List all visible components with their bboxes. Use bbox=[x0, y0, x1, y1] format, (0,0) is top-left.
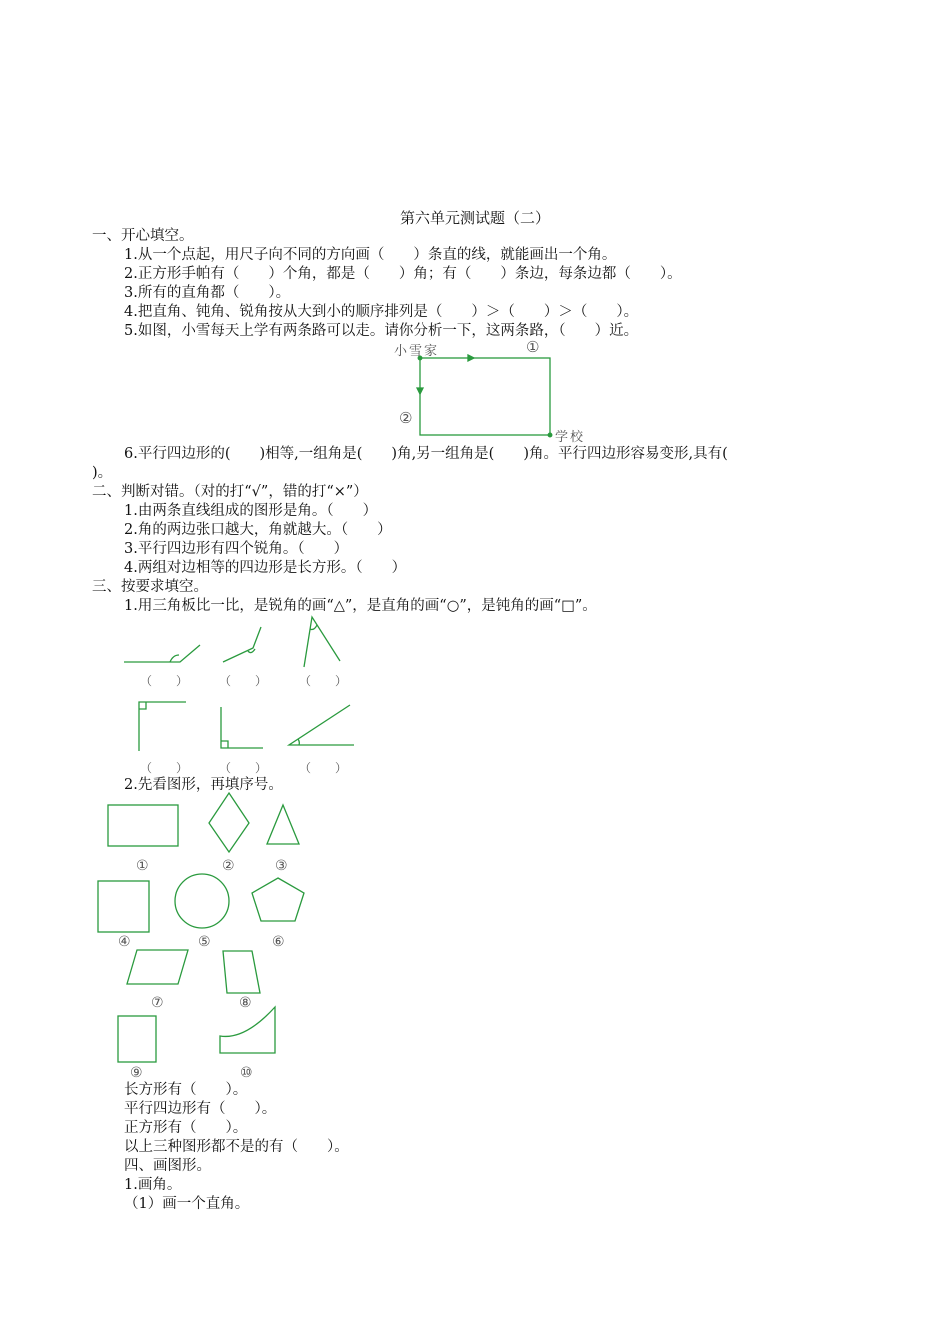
q1-3-text: 3.所有的直角都（ ）。 bbox=[124, 285, 291, 301]
q1-1-text: 1.从一个点起，用尺子向不同的方向画（ ）条直的线，就能画出一个角。 bbox=[124, 247, 617, 263]
angle-mark-5 bbox=[221, 741, 228, 748]
angle-mark-6 bbox=[298, 739, 299, 745]
q3-1-text: 1.用三角板比一比，是锐角的画“△”，是直角的画“○”，是钝角的画“□”。 bbox=[124, 598, 597, 614]
angles-row2 bbox=[118, 695, 368, 755]
q1-6-text: 6.平行四边形的( )相等,一组角是( )角,另一组角是( )角。平行四边形容易变形,具有( bbox=[124, 446, 728, 462]
blank-2[interactable]: （ ） bbox=[219, 674, 268, 688]
section1-heading: 一、开心填空。 bbox=[92, 228, 194, 244]
angle-right-2 bbox=[221, 707, 263, 748]
school-label: 学校 bbox=[555, 430, 586, 445]
shape-label-5: ⑤ bbox=[198, 934, 211, 950]
q1-2-text: 2.正方形手帕有（ ）个角，都是（ ）角；有（ ）条边，每条边都（ ）。 bbox=[124, 266, 682, 282]
shape-label-4: ④ bbox=[118, 934, 131, 950]
rectangle-answer-line: 长方形有（ ）。 bbox=[124, 1082, 248, 1098]
shape-8-trapezoid bbox=[223, 951, 260, 993]
shapes-figure bbox=[90, 790, 320, 1070]
blank-6[interactable]: （ ） bbox=[299, 761, 348, 775]
q3-2-text: 2.先看图形，再填序号。 bbox=[124, 777, 283, 793]
shape-6-pentagon bbox=[252, 878, 304, 921]
shape-label-1: ① bbox=[136, 858, 149, 874]
blank-1[interactable]: （ ） bbox=[140, 674, 189, 688]
q2-1-text: 1.由两条直线组成的图形是角。（ ） bbox=[124, 503, 378, 519]
blank-3[interactable]: （ ） bbox=[299, 674, 348, 688]
shape-label-7: ⑦ bbox=[151, 995, 164, 1011]
shape-label-8: ⑧ bbox=[239, 995, 252, 1011]
shape-label-6: ⑥ bbox=[272, 934, 285, 950]
q4-1-1-text: （1）画一个直角。 bbox=[124, 1196, 250, 1212]
shape-label-3: ③ bbox=[275, 858, 288, 874]
q1-5-text: 5.如图，小雪每天上学有两条路可以走。请你分析一下，这两条路，（ ）近。 bbox=[124, 323, 639, 339]
parallelogram-answer-line: 平行四边形有（ ）。 bbox=[124, 1101, 277, 1117]
route2-label: ② bbox=[399, 409, 413, 427]
q1-6-text-cont: )。 bbox=[92, 465, 113, 481]
shape-9-rectangle bbox=[118, 1016, 156, 1062]
q1-4-text: 4.把直角、钝角、锐角按从大到小的顺序排列是（ ）＞（ ）＞（ ）。 bbox=[124, 304, 639, 320]
school-dot bbox=[548, 433, 552, 437]
shape-label-10: ⑩ bbox=[240, 1065, 253, 1081]
section3-heading: 三、按要求填空。 bbox=[92, 579, 208, 595]
shape-label-2: ② bbox=[222, 858, 235, 874]
blank-5[interactable]: （ ） bbox=[219, 761, 268, 775]
angle-obtuse-2 bbox=[223, 627, 261, 662]
q2-4-text: 4.两组对边相等的四边形是长方形。（ ） bbox=[124, 560, 407, 576]
route2-arrow-icon bbox=[417, 388, 423, 394]
q2-3-text: 3.平行四边形有四个锐角。（ ） bbox=[124, 541, 349, 557]
angle-mark-4 bbox=[139, 702, 146, 709]
shape-10-curved bbox=[220, 1007, 275, 1053]
route1-label: ① bbox=[526, 338, 540, 356]
q2-2-text: 2.角的两边张口越大，角就越大。（ ） bbox=[124, 522, 392, 538]
section2-heading: 二、判断对错。（对的打“√”，错的打“×”） bbox=[92, 484, 368, 500]
none-answer-line: 以上三种图形都不是的有（ ）。 bbox=[124, 1139, 349, 1155]
route-rectangle bbox=[420, 358, 550, 435]
shape-1-rectangle bbox=[108, 805, 178, 846]
angle-mark-1 bbox=[170, 655, 179, 662]
q4-1-text: 1.画角。 bbox=[124, 1177, 182, 1193]
route1-arrow-icon bbox=[468, 355, 474, 361]
shape-label-9: ⑨ bbox=[130, 1065, 143, 1081]
home-label: 小雪家 bbox=[394, 344, 440, 359]
angles-row1 bbox=[118, 615, 358, 675]
blank-4[interactable]: （ ） bbox=[140, 761, 189, 775]
angle-obtuse-1 bbox=[124, 645, 200, 662]
shape-2-rhombus bbox=[209, 793, 249, 852]
shape-5-circle bbox=[175, 874, 229, 928]
page-title: 第六单元测试题（二） bbox=[399, 209, 550, 227]
section4-heading: 四、画图形。 bbox=[124, 1158, 211, 1174]
square-answer-line: 正方形有（ ）。 bbox=[124, 1120, 248, 1136]
shape-7-parallelogram bbox=[127, 950, 188, 984]
angle-acute-1 bbox=[304, 617, 340, 667]
shape-3-triangle bbox=[267, 805, 299, 844]
shape-4-square bbox=[98, 881, 149, 932]
